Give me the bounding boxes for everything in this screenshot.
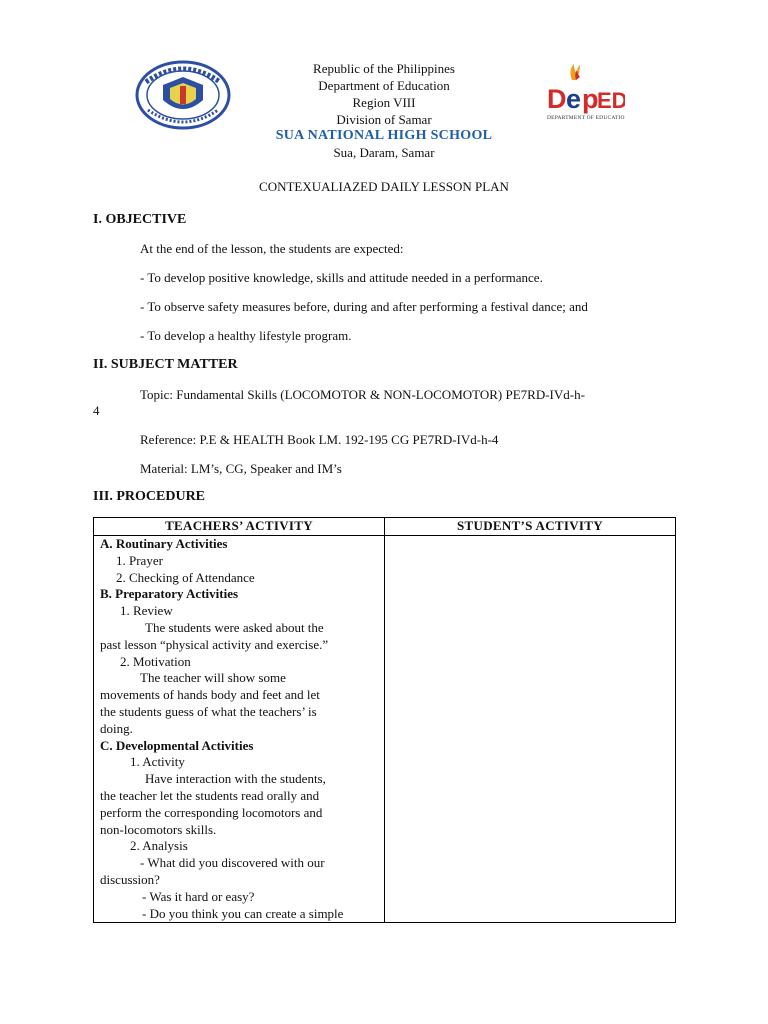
text-line: movements of hands body and feet and let [100, 687, 320, 703]
subject-topic-cont: 4 [93, 403, 100, 418]
list-item: 2. Analysis [130, 838, 188, 854]
list-item: 2. Motivation [120, 653, 191, 669]
header-line-republic: Republic of the Philippines [313, 61, 455, 76]
text-line: past lesson “physical activity and exercise.” [100, 636, 329, 652]
school-name: SUA NATIONAL HIGH SCHOOL [275, 128, 493, 143]
text-line: - What did you discovered with our [140, 855, 325, 871]
students-activity-cell [385, 536, 676, 923]
text-line: non-locomotors skills. [100, 821, 217, 837]
text-line: The teacher will show some [140, 670, 286, 686]
subject-material: Material: LM’s, CG, Speaker and IM’s [140, 461, 342, 476]
text-line: discussion? [100, 871, 160, 887]
text-line: the teacher let the students read orally and [100, 787, 320, 803]
objective-intro: At the end of the lesson, the students are expected: [140, 241, 404, 256]
procedure-table [93, 517, 676, 923]
svg-text:p: p [582, 84, 599, 114]
objective-item: - To develop positive knowledge, skills and attitude needed in a performance. [140, 270, 543, 285]
list-item: 1. Review [120, 603, 173, 619]
list-item: 1. Prayer [116, 552, 163, 568]
svg-text:ED: ED [597, 88, 625, 113]
objective-item: - To develop a healthy lifestyle program. [140, 328, 352, 343]
svg-text:D: D [547, 84, 567, 114]
text-line: the students guess of what the teachers’ is [100, 703, 317, 719]
objective-item: - To observe safety measures before, during and after performing a festival dance; and [140, 299, 588, 314]
text-line: The students were asked about the [145, 619, 324, 635]
subject-reference: Reference: P.E & HEALTH Book LM. 192-195 CG PE7RD-IVd-h-4 [140, 432, 499, 447]
procedure-heading: III. PROCEDURE [93, 489, 206, 504]
list-item: 2. Checking of Attendance [116, 569, 255, 585]
header-line-region: Region VIII [352, 95, 416, 110]
text-line: perform the corresponding locomotors and [100, 804, 323, 820]
subject-matter-heading: II. SUBJECT MATTER [93, 357, 238, 372]
teachers-activity-header: TEACHERS’ ACTIVITY [94, 518, 385, 536]
header-line-department: Department of Education [318, 78, 450, 93]
section-heading: B. Preparatory Activities [100, 586, 239, 602]
svg-text:e: e [566, 84, 582, 114]
teachers-activity-cell [94, 536, 385, 923]
subject-topic: Topic: Fundamental Skills (LOCOMOTOR & NON-LOCOMOTOR) PE7RD-IVd-h- [140, 387, 585, 402]
list-item: 1. Activity [130, 754, 185, 770]
lesson-plan-title: CONTEXUALIAZED DAILY LESSON PLAN [259, 179, 509, 194]
svg-text:DEPARTMENT OF EDUCATION: DEPARTMENT OF EDUCATION [547, 115, 625, 121]
table-header-row [94, 518, 676, 536]
text-line: - Do you think you can create a simple [142, 905, 344, 921]
text-line: Have interaction with the students, [145, 771, 326, 787]
section-heading: A. Routinary Activities [100, 536, 228, 551]
text-line: - Was it hard or easy? [142, 888, 255, 904]
table-row [94, 536, 676, 923]
section-heading: C. Developmental Activities [100, 737, 254, 753]
students-activity-header: STUDENT’S ACTIVITY [385, 518, 676, 536]
header-line-division: Division of Samar [336, 112, 432, 127]
school-address: Sua, Daram, Samar [333, 145, 435, 160]
objective-heading: I. OBJECTIVE [93, 212, 187, 227]
text-line: doing. [100, 720, 133, 736]
